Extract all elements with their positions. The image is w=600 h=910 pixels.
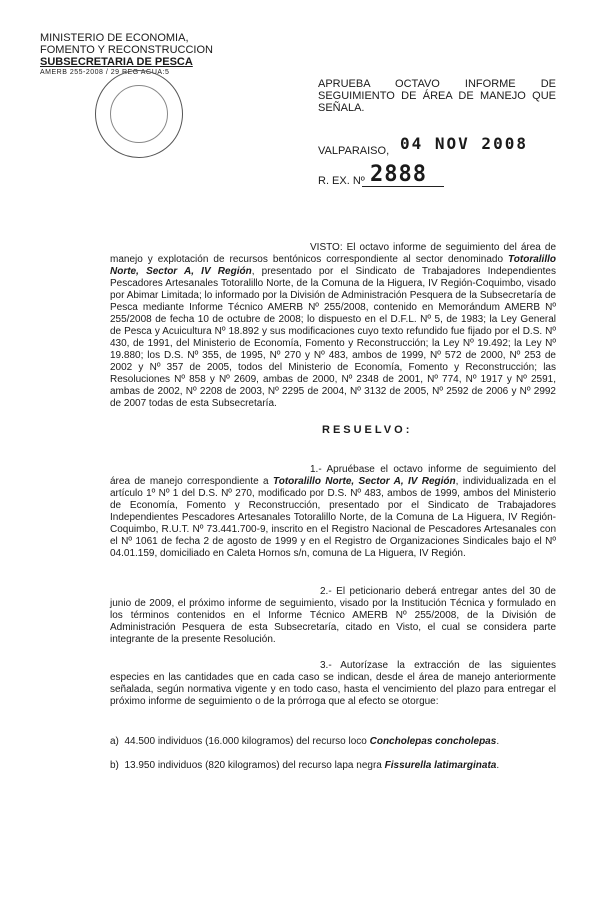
visto-sector: Totoralillo Norte, Sector A, IV Región <box>110 254 556 277</box>
resolution-point-3 <box>110 660 556 708</box>
species-item <box>110 760 499 772</box>
visto-lead: VISTO: <box>310 242 343 253</box>
resuelvo-heading: RESUELVO: <box>322 424 413 436</box>
subsecretaria-name: SUBSECRETARIA DE PESCA <box>40 56 193 68</box>
point-1-text: , individualizada en el artículo 1º Nº 1 del D.S. Nº 270, modificado por D.S. Nº 483, ambos de 1999, ambos del Ministerio de Economía, Fomento y Reconstrucción, presentado por el Sindicato de Trabajadores Independientes Pescadores Artesanales Totoralillo Norte, de la Comuna de La Higuera, IV Región-Coquimbo, R.U.T. Nº 73.441.700-9, inscrito en el Registro Nacional de Pescadores Artesanales con el Nº 1061 de fecha 2 de agosto de 1999 y en el Registro de Organizaciones Sindicales bajo el Nº 04.01.159, domiciliado en Caleta Hornos s/n, comuna de La Higuera, IV Región. <box>110 476 556 559</box>
point-2-lead: 2.- El peticionario deberá entregar antes del 30 de <box>320 586 556 597</box>
item-text: 44.500 individuos (16.000 kilogramos) del recurso loco <box>124 736 370 747</box>
point-3-lead: 3.- Autorízase la extracción de las siguientes <box>320 660 556 671</box>
item-label: a) <box>110 736 119 747</box>
item-end: . <box>496 736 500 747</box>
item-text: 13.950 individuos (820 kilogramos) del recurso lapa negra <box>124 760 385 771</box>
stamp-inner-ring <box>110 85 168 143</box>
reference-code: AMERB 255-2008 / 29 REG AGUA:5 <box>40 69 170 76</box>
species-item <box>110 736 499 748</box>
point-3-text: especies en las cantidades que en cada caso se indican, desde el área de manejo anteriormente señalada, según normativa vigente y en todo caso, hasta el vencimiento del plazo para entregar el próximo informe de seguimiento o de la prórroga que al efecto se otorgue: <box>110 672 556 707</box>
item-label: b) <box>110 760 119 771</box>
item-end: . <box>496 760 500 771</box>
species-name: Concholepas concholepas <box>369 736 497 747</box>
visto-paragraph <box>110 242 556 410</box>
point-2-text: junio de 2009, el próximo informe de seguimiento, visado por la Institución Técnica y formulado en los términos contenidos en el Informe Técnico AMERB Nº 255/2008, de la División de Administración Pesquera de esta Subsecretaría, citado en Visto, el cual se considera parte integrante de la presente Resolución. <box>110 598 556 645</box>
species-name: Fissurella latimarginata <box>384 760 497 771</box>
resolution-point-2 <box>110 586 556 646</box>
visto-text-b: , presentado por el Sindicato de Trabajadores Independientes Pescadores Artesanales Totoralillo Norte, de la Comuna de la Higuera, IV Región-Coquimbo, visado por Abimar Limitada; lo informado por la División de Administración Pesquera de la Subsecretaría de Pesca mediante Informe Técnico AMERB Nº 255/2008, contenido en Memorándum AMERB Nº 255/2008 de fecha 10 de octubre de 2008; lo dispuesto en el D.F.L. Nº 5, de 1983; la Ley General de Pesca y Acuicultura Nº 18.892 y sus modificaciones cuyo texto refundido fue fijado por el D.S. Nº 430, de 1991, del Ministerio de Economía, Fomento y Reconstrucción; la Ley Nº 19.492; la Ley Nº 19.880; los D.S. Nº 355, de 1995, Nº 270 y Nº 483, ambos de 1999, Nº 572 de 2000, Nº 253 de 2002 y Nº 357 de 2005, todos del Ministerio de Economía, Fomento y Reconstrucción; las Resoluciones Nº 858 y Nº 2609, ambas de 2000, Nº 2348 de 2001, Nº 774, Nº 1917 y Nº 2591, ambas de 2002, Nº 2208 de 2003, Nº 2295 de 2004, Nº 3132 de 2005, Nº 2592 de 2006 y Nº 2992 de 2007 todas de esta Subsecretaría. <box>110 266 556 409</box>
resolution-point-1 <box>110 464 556 560</box>
number-underline <box>362 186 444 187</box>
point-1-sector: Totoralillo Norte, Sector A, IV Región <box>272 476 456 487</box>
ministry-name-line1: MINISTERIO DE ECONOMIA, <box>40 32 189 44</box>
resolution-number: 2888 <box>370 162 427 187</box>
ministry-name-line2: FOMENTO Y RECONSTRUCCION <box>40 44 213 56</box>
visto-text-a: El octavo informe de seguimiento del área de manejo y explotación de recursos bentónicos correspondiente al sector denominado <box>110 242 556 265</box>
resolution-date: 04 NOV 2008 <box>400 134 528 153</box>
resolution-place: VALPARAISO, <box>318 145 390 157</box>
official-stamp <box>95 70 183 158</box>
ministry-header <box>40 32 260 77</box>
resolution-subject: APRUEBA OCTAVO INFORME DE SEGUIMIENTO DE ÁREA DE MANEJO QUE SEÑALA. <box>318 78 556 114</box>
resolution-number-label: R. EX. Nº <box>318 175 365 187</box>
point-1-lead: 1.- Apruébase el octavo informe de seguimiento del área de manejo correspondiente a <box>110 464 556 487</box>
